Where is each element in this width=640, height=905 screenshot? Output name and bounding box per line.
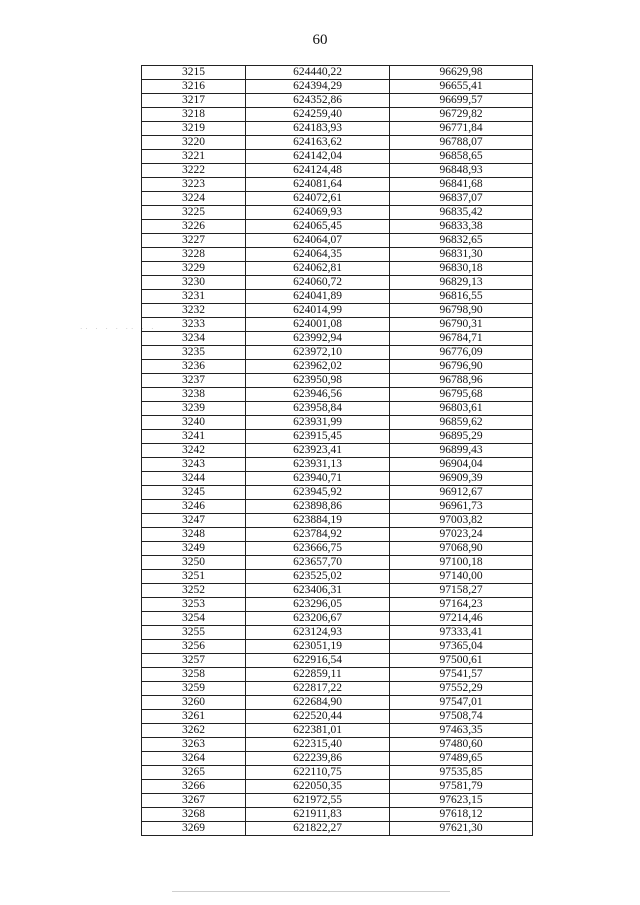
point-number-cell: 3243 bbox=[142, 458, 246, 472]
point-number-cell: 3245 bbox=[142, 486, 246, 500]
page-number: 60 bbox=[312, 32, 328, 48]
table-row bbox=[142, 150, 533, 164]
y-coordinate-cell: 96895,29 bbox=[390, 430, 533, 444]
table-row bbox=[142, 290, 533, 304]
y-coordinate-cell: 97140,00 bbox=[390, 570, 533, 584]
y-coordinate-cell: 97365,04 bbox=[390, 640, 533, 654]
x-coordinate-cell: 623972,10 bbox=[246, 346, 390, 360]
x-coordinate-cell: 622381,01 bbox=[246, 724, 390, 738]
coordinates-table-body bbox=[142, 66, 533, 836]
x-coordinate-cell: 623940,71 bbox=[246, 472, 390, 486]
x-coordinate-cell: 624060,72 bbox=[246, 276, 390, 290]
y-coordinate-cell: 96833,38 bbox=[390, 220, 533, 234]
x-coordinate-cell: 624064,07 bbox=[246, 234, 390, 248]
x-coordinate-cell: 622315,40 bbox=[246, 738, 390, 752]
table-row bbox=[142, 178, 533, 192]
point-number-cell: 3222 bbox=[142, 164, 246, 178]
x-coordinate-cell: 624064,35 bbox=[246, 248, 390, 262]
y-coordinate-cell: 96784,71 bbox=[390, 332, 533, 346]
point-number-cell: 3262 bbox=[142, 724, 246, 738]
table-row bbox=[142, 122, 533, 136]
point-number-cell: 3246 bbox=[142, 500, 246, 514]
y-coordinate-cell: 97480,60 bbox=[390, 738, 533, 752]
x-coordinate-cell: 623884,19 bbox=[246, 514, 390, 528]
point-number-cell: 3261 bbox=[142, 710, 246, 724]
point-number-cell: 3229 bbox=[142, 262, 246, 276]
y-coordinate-cell: 97541,57 bbox=[390, 668, 533, 682]
point-number-cell: 3216 bbox=[142, 80, 246, 94]
point-number-cell: 3239 bbox=[142, 402, 246, 416]
x-coordinate-cell: 623206,67 bbox=[246, 612, 390, 626]
y-coordinate-cell: 96837,07 bbox=[390, 192, 533, 206]
table-row bbox=[142, 262, 533, 276]
point-number-cell: 3236 bbox=[142, 360, 246, 374]
table-row bbox=[142, 304, 533, 318]
point-number-cell: 3226 bbox=[142, 220, 246, 234]
table-row bbox=[142, 80, 533, 94]
x-coordinate-cell: 623950,98 bbox=[246, 374, 390, 388]
x-coordinate-cell: 621972,55 bbox=[246, 794, 390, 808]
table-row bbox=[142, 276, 533, 290]
table-row bbox=[142, 724, 533, 738]
table-row bbox=[142, 136, 533, 150]
point-number-cell: 3264 bbox=[142, 752, 246, 766]
x-coordinate-cell: 621822,27 bbox=[246, 822, 390, 836]
x-coordinate-cell: 624062,81 bbox=[246, 262, 390, 276]
table-row bbox=[142, 794, 533, 808]
table-row bbox=[142, 528, 533, 542]
point-number-cell: 3254 bbox=[142, 612, 246, 626]
table-row bbox=[142, 668, 533, 682]
y-coordinate-cell: 96912,67 bbox=[390, 486, 533, 500]
table-row bbox=[142, 640, 533, 654]
table-row bbox=[142, 598, 533, 612]
y-coordinate-cell: 96803,61 bbox=[390, 402, 533, 416]
table-row bbox=[142, 514, 533, 528]
x-coordinate-cell: 623915,45 bbox=[246, 430, 390, 444]
table-row bbox=[142, 164, 533, 178]
x-coordinate-cell: 623931,99 bbox=[246, 416, 390, 430]
table-row bbox=[142, 192, 533, 206]
table-row bbox=[142, 388, 533, 402]
x-coordinate-cell: 622520,44 bbox=[246, 710, 390, 724]
scan-edge-line bbox=[172, 891, 450, 892]
point-number-cell: 3223 bbox=[142, 178, 246, 192]
table-row bbox=[142, 444, 533, 458]
point-number-cell: 3269 bbox=[142, 822, 246, 836]
table-row bbox=[142, 752, 533, 766]
y-coordinate-cell: 96788,96 bbox=[390, 374, 533, 388]
table-row bbox=[142, 318, 533, 332]
y-coordinate-cell: 96899,43 bbox=[390, 444, 533, 458]
y-coordinate-cell: 97214,46 bbox=[390, 612, 533, 626]
point-number-cell: 3219 bbox=[142, 122, 246, 136]
scan-artifact: ·· · · · ·· · · bbox=[80, 325, 157, 333]
x-coordinate-cell: 624014,99 bbox=[246, 304, 390, 318]
x-coordinate-cell: 622110,75 bbox=[246, 766, 390, 780]
point-number-cell: 3258 bbox=[142, 668, 246, 682]
x-coordinate-cell: 624440,22 bbox=[246, 66, 390, 80]
x-coordinate-cell: 624352,86 bbox=[246, 94, 390, 108]
x-coordinate-cell: 624394,29 bbox=[246, 80, 390, 94]
y-coordinate-cell: 96909,39 bbox=[390, 472, 533, 486]
y-coordinate-cell: 96858,65 bbox=[390, 150, 533, 164]
x-coordinate-cell: 624081,64 bbox=[246, 178, 390, 192]
table-row bbox=[142, 626, 533, 640]
point-number-cell: 3260 bbox=[142, 696, 246, 710]
y-coordinate-cell: 97463,35 bbox=[390, 724, 533, 738]
point-number-cell: 3255 bbox=[142, 626, 246, 640]
x-coordinate-cell: 623525,02 bbox=[246, 570, 390, 584]
table-row bbox=[142, 654, 533, 668]
y-coordinate-cell: 97158,27 bbox=[390, 584, 533, 598]
y-coordinate-cell: 96629,98 bbox=[390, 66, 533, 80]
table-row bbox=[142, 94, 533, 108]
point-number-cell: 3237 bbox=[142, 374, 246, 388]
table-row bbox=[142, 500, 533, 514]
point-number-cell: 3253 bbox=[142, 598, 246, 612]
x-coordinate-cell: 623992,94 bbox=[246, 332, 390, 346]
x-coordinate-cell: 623898,86 bbox=[246, 500, 390, 514]
point-number-cell: 3224 bbox=[142, 192, 246, 206]
x-coordinate-cell: 624163,62 bbox=[246, 136, 390, 150]
x-coordinate-cell: 623406,31 bbox=[246, 584, 390, 598]
point-number-cell: 3217 bbox=[142, 94, 246, 108]
table-row bbox=[142, 66, 533, 80]
point-number-cell: 3268 bbox=[142, 808, 246, 822]
point-number-cell: 3231 bbox=[142, 290, 246, 304]
point-number-cell: 3266 bbox=[142, 780, 246, 794]
y-coordinate-cell: 97623,15 bbox=[390, 794, 533, 808]
point-number-cell: 3234 bbox=[142, 332, 246, 346]
table-row bbox=[142, 584, 533, 598]
x-coordinate-cell: 623051,19 bbox=[246, 640, 390, 654]
table-row bbox=[142, 430, 533, 444]
point-number-cell: 3267 bbox=[142, 794, 246, 808]
y-coordinate-cell: 96831,30 bbox=[390, 248, 533, 262]
x-coordinate-cell: 623946,56 bbox=[246, 388, 390, 402]
y-coordinate-cell: 96790,31 bbox=[390, 318, 533, 332]
x-coordinate-cell: 624259,40 bbox=[246, 108, 390, 122]
point-number-cell: 3232 bbox=[142, 304, 246, 318]
table-row bbox=[142, 570, 533, 584]
x-coordinate-cell: 623124,93 bbox=[246, 626, 390, 640]
x-coordinate-cell: 622050,35 bbox=[246, 780, 390, 794]
x-coordinate-cell: 623931,13 bbox=[246, 458, 390, 472]
point-number-cell: 3235 bbox=[142, 346, 246, 360]
table-row bbox=[142, 416, 533, 430]
table-row bbox=[142, 542, 533, 556]
coordinates-table bbox=[141, 65, 533, 836]
x-coordinate-cell: 622684,90 bbox=[246, 696, 390, 710]
x-coordinate-cell: 621911,83 bbox=[246, 808, 390, 822]
y-coordinate-cell: 97508,74 bbox=[390, 710, 533, 724]
point-number-cell: 3241 bbox=[142, 430, 246, 444]
x-coordinate-cell: 624065,45 bbox=[246, 220, 390, 234]
x-coordinate-cell: 622859,11 bbox=[246, 668, 390, 682]
table-row bbox=[142, 332, 533, 346]
x-coordinate-cell: 624041,89 bbox=[246, 290, 390, 304]
y-coordinate-cell: 96841,68 bbox=[390, 178, 533, 192]
x-coordinate-cell: 624069,93 bbox=[246, 206, 390, 220]
y-coordinate-cell: 97489,65 bbox=[390, 752, 533, 766]
table-row bbox=[142, 822, 533, 836]
x-coordinate-cell: 623784,92 bbox=[246, 528, 390, 542]
table-row bbox=[142, 808, 533, 822]
x-coordinate-cell: 622817,22 bbox=[246, 682, 390, 696]
y-coordinate-cell: 96859,62 bbox=[390, 416, 533, 430]
y-coordinate-cell: 96795,68 bbox=[390, 388, 533, 402]
point-number-cell: 3238 bbox=[142, 388, 246, 402]
table-row bbox=[142, 206, 533, 220]
table-row bbox=[142, 696, 533, 710]
x-coordinate-cell: 623923,41 bbox=[246, 444, 390, 458]
x-coordinate-cell: 623958,84 bbox=[246, 402, 390, 416]
table-row bbox=[142, 108, 533, 122]
x-coordinate-cell: 624001,08 bbox=[246, 318, 390, 332]
y-coordinate-cell: 97621,30 bbox=[390, 822, 533, 836]
point-number-cell: 3242 bbox=[142, 444, 246, 458]
point-number-cell: 3240 bbox=[142, 416, 246, 430]
point-number-cell: 3225 bbox=[142, 206, 246, 220]
point-number-cell: 3228 bbox=[142, 248, 246, 262]
y-coordinate-cell: 97581,79 bbox=[390, 780, 533, 794]
point-number-cell: 3221 bbox=[142, 150, 246, 164]
x-coordinate-cell: 623657,70 bbox=[246, 556, 390, 570]
y-coordinate-cell: 96655,41 bbox=[390, 80, 533, 94]
y-coordinate-cell: 96832,65 bbox=[390, 234, 533, 248]
y-coordinate-cell: 96848,93 bbox=[390, 164, 533, 178]
point-number-cell: 3252 bbox=[142, 584, 246, 598]
table-row bbox=[142, 472, 533, 486]
table-row bbox=[142, 360, 533, 374]
y-coordinate-cell: 96961,73 bbox=[390, 500, 533, 514]
point-number-cell: 3227 bbox=[142, 234, 246, 248]
point-number-cell: 3263 bbox=[142, 738, 246, 752]
point-number-cell: 3259 bbox=[142, 682, 246, 696]
y-coordinate-cell: 96796,90 bbox=[390, 360, 533, 374]
y-coordinate-cell: 97618,12 bbox=[390, 808, 533, 822]
y-coordinate-cell: 97552,29 bbox=[390, 682, 533, 696]
table-row bbox=[142, 738, 533, 752]
point-number-cell: 3250 bbox=[142, 556, 246, 570]
table-row bbox=[142, 402, 533, 416]
x-coordinate-cell: 623666,75 bbox=[246, 542, 390, 556]
y-coordinate-cell: 96776,09 bbox=[390, 346, 533, 360]
table-row bbox=[142, 346, 533, 360]
x-coordinate-cell: 623945,92 bbox=[246, 486, 390, 500]
point-number-cell: 3230 bbox=[142, 276, 246, 290]
table-row bbox=[142, 248, 533, 262]
y-coordinate-cell: 97500,61 bbox=[390, 654, 533, 668]
point-number-cell: 3249 bbox=[142, 542, 246, 556]
table-row bbox=[142, 710, 533, 724]
table-row bbox=[142, 766, 533, 780]
x-coordinate-cell: 622916,54 bbox=[246, 654, 390, 668]
point-number-cell: 3248 bbox=[142, 528, 246, 542]
table-row bbox=[142, 458, 533, 472]
y-coordinate-cell: 96829,13 bbox=[390, 276, 533, 290]
y-coordinate-cell: 96816,55 bbox=[390, 290, 533, 304]
x-coordinate-cell: 623296,05 bbox=[246, 598, 390, 612]
point-number-cell: 3251 bbox=[142, 570, 246, 584]
point-number-cell: 3233 bbox=[142, 318, 246, 332]
table-row bbox=[142, 682, 533, 696]
y-coordinate-cell: 97100,18 bbox=[390, 556, 533, 570]
point-number-cell: 3244 bbox=[142, 472, 246, 486]
y-coordinate-cell: 97068,90 bbox=[390, 542, 533, 556]
table-row bbox=[142, 374, 533, 388]
y-coordinate-cell: 96788,07 bbox=[390, 136, 533, 150]
y-coordinate-cell: 97333,41 bbox=[390, 626, 533, 640]
y-coordinate-cell: 97547,01 bbox=[390, 696, 533, 710]
point-number-cell: 3218 bbox=[142, 108, 246, 122]
x-coordinate-cell: 624142,04 bbox=[246, 150, 390, 164]
y-coordinate-cell: 97535,85 bbox=[390, 766, 533, 780]
y-coordinate-cell: 97164,23 bbox=[390, 598, 533, 612]
y-coordinate-cell: 96835,42 bbox=[390, 206, 533, 220]
x-coordinate-cell: 622239,86 bbox=[246, 752, 390, 766]
table-row bbox=[142, 220, 533, 234]
table-row bbox=[142, 612, 533, 626]
x-coordinate-cell: 623962,02 bbox=[246, 360, 390, 374]
point-number-cell: 3265 bbox=[142, 766, 246, 780]
table-row bbox=[142, 234, 533, 248]
point-number-cell: 3215 bbox=[142, 66, 246, 80]
x-coordinate-cell: 624072,61 bbox=[246, 192, 390, 206]
y-coordinate-cell: 96830,18 bbox=[390, 262, 533, 276]
table-row bbox=[142, 780, 533, 794]
point-number-cell: 3247 bbox=[142, 514, 246, 528]
y-coordinate-cell: 97003,82 bbox=[390, 514, 533, 528]
y-coordinate-cell: 97023,24 bbox=[390, 528, 533, 542]
y-coordinate-cell: 96798,90 bbox=[390, 304, 533, 318]
point-number-cell: 3257 bbox=[142, 654, 246, 668]
y-coordinate-cell: 96904,04 bbox=[390, 458, 533, 472]
x-coordinate-cell: 624183,93 bbox=[246, 122, 390, 136]
y-coordinate-cell: 96699,57 bbox=[390, 94, 533, 108]
table-row bbox=[142, 556, 533, 570]
y-coordinate-cell: 96729,82 bbox=[390, 108, 533, 122]
point-number-cell: 3256 bbox=[142, 640, 246, 654]
point-number-cell: 3220 bbox=[142, 136, 246, 150]
x-coordinate-cell: 624124,48 bbox=[246, 164, 390, 178]
y-coordinate-cell: 96771,84 bbox=[390, 122, 533, 136]
table-row bbox=[142, 486, 533, 500]
